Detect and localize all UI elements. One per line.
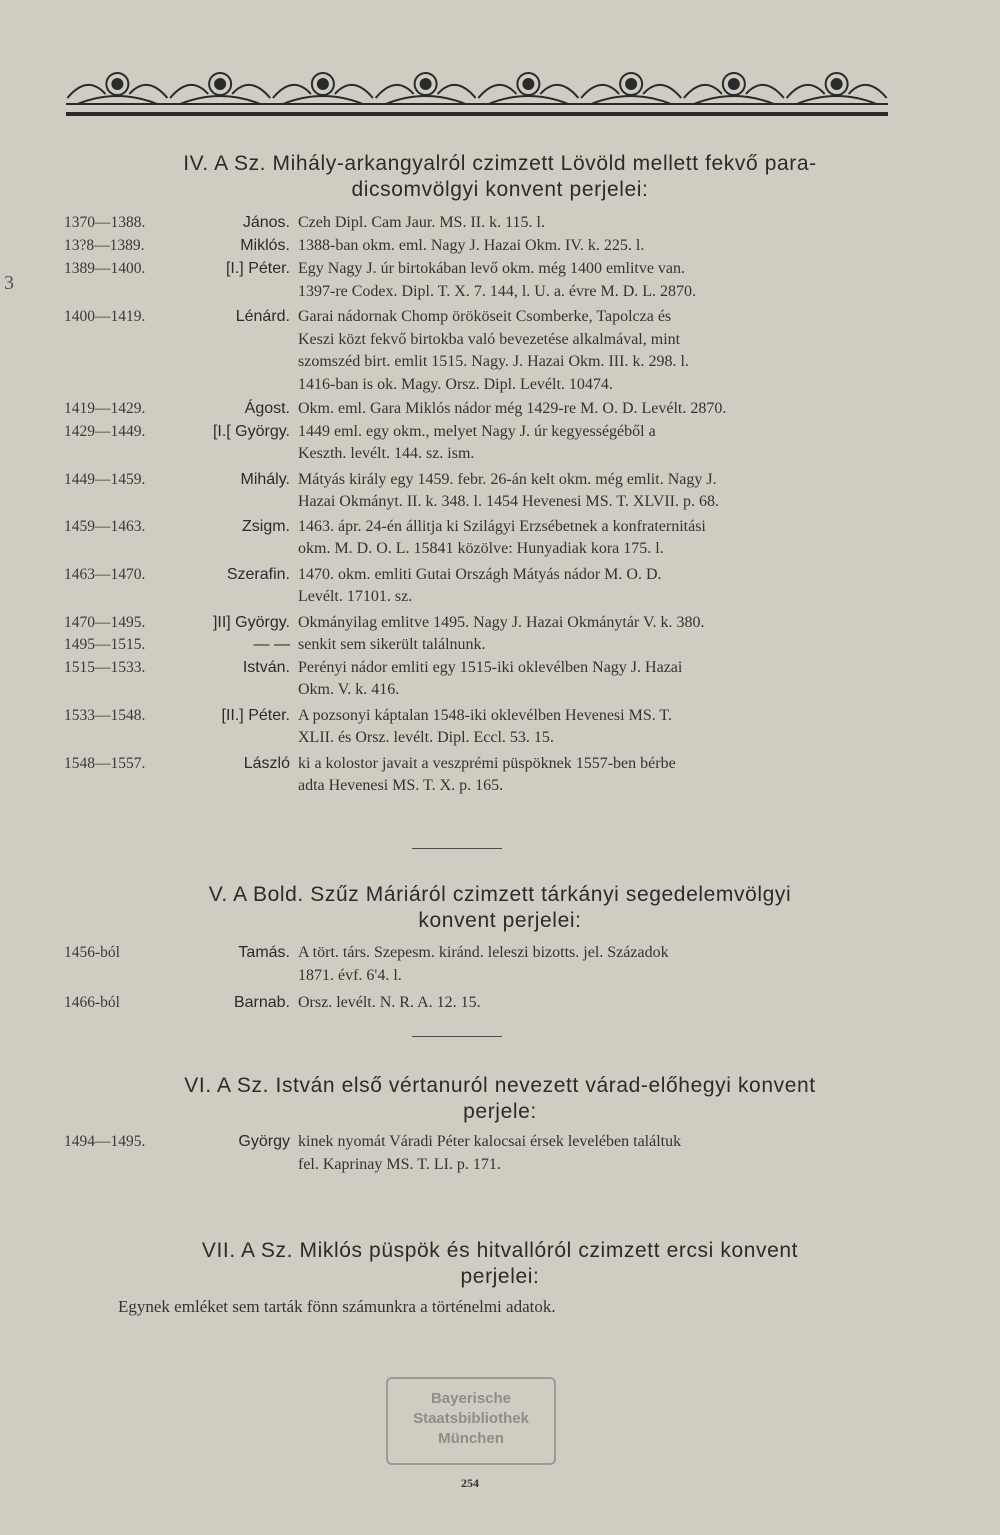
entry-prior-name: — — [253, 636, 290, 653]
entry-prior-name: Szerafin. [226, 565, 290, 583]
entry-prior-name: [II.] Péter. [221, 706, 290, 724]
entry-prior-name: István. [242, 658, 290, 676]
entry-prior-name: Ágost. [244, 400, 290, 417]
description-line: Czeh Dipl. Cam Jaur. MS. II. k. 115. l. [298, 214, 545, 231]
entry-years: 1515—1533. [64, 658, 146, 676]
stamp-line: München [438, 1430, 504, 1447]
entry-prior-name: [I.[ György. [212, 422, 290, 440]
entry-years: 1470—1495. [64, 613, 146, 631]
library-stamp [386, 1377, 556, 1465]
description-line: Hazai Okmányt. II. k. 348. l. 1454 Hevenesi MS. T. XLVII. p. 68. [298, 493, 719, 510]
description-line: szomszéd birt. emlit 1515. Nagy. J. Hazai Okm. III. k. 298. l. [298, 353, 689, 370]
entry-years: 1370—1388. [64, 214, 146, 231]
entry-description [298, 306, 884, 396]
entry-prior-name: Lénárd. [235, 308, 290, 325]
description-line: adta Hevenesi MS. T. X. p. 165. [298, 777, 504, 794]
section-divider [412, 1036, 502, 1037]
section-title-line: V. A Bold. Szűz Máriáról czimzett tárkányi segedelemvölgyi [208, 883, 792, 906]
entry-years: 1459—1463. [64, 517, 146, 535]
section-title-line: VI. A Sz. István első vértanuról nevezett várad-előhegyi konvent [184, 1074, 816, 1097]
section-title-line: dicsomvölgyi konvent perjelei: [351, 178, 649, 201]
description-line: kinek nyomát Váradi Péter kalocsai érsek levelében találtuk [298, 1133, 682, 1150]
description-line: ki a kolostor javait a veszprémi püspöknek 1557-ben bérbe [298, 754, 676, 772]
entry-description [298, 212, 884, 235]
entry-years: 1495—1515. [64, 636, 146, 653]
section-title-line: perjelei: [460, 1265, 540, 1288]
entry-years: 1466-ból [64, 994, 120, 1011]
section-vii-text: Egynek emléket sem tarták fönn számunkra a történelmi adatok. [118, 1297, 556, 1316]
entry-years: 1533—1548. [64, 706, 146, 724]
entry-prior-name: Miklós. [240, 237, 290, 254]
description-line: Keszth. levélt. 144. sz. ism. [298, 445, 475, 462]
entry-years: 1548—1557. [64, 754, 146, 772]
entry-years: 1449—1459. [64, 470, 146, 488]
description-line: 1449 eml. egy okm., melyet Nagy J. úr kegyességéből a [298, 422, 656, 440]
entry-description [298, 942, 884, 987]
entry-description [298, 753, 884, 798]
description-line: 1416-ban is ok. Magy. Orsz. Dipl. Levélt. 10474. [298, 375, 613, 393]
section-title-line: konvent perjelei: [418, 909, 582, 932]
description-line: Okm. eml. Gara Miklós nádor még 1429-re M. O. D. Levélt. 2870. [298, 400, 727, 417]
description-line: okm. M. D. O. L. 15841 közölve: Hunyadiak kora 175. l. [298, 540, 664, 557]
page-number: 254 [461, 1476, 479, 1490]
entry-description [298, 992, 884, 1015]
description-line: Okm. V. k. 416. [298, 681, 400, 698]
entry-years: 1389—1400. [64, 260, 146, 277]
section-title-line: perjele: [463, 1100, 537, 1123]
description-line: Garai nádornak Chomp örököseit Csomberke, Tapolcza és [298, 308, 672, 325]
entry-description [298, 564, 884, 609]
entry-description [298, 657, 884, 702]
entry-years: 1419—1429. [64, 400, 146, 417]
description-line: A tört. társ. Szepesm. kiránd. leleszi bizotts. jel. Századok [298, 944, 669, 961]
entry-prior-name: [I.] Péter. [225, 260, 290, 277]
entry-prior-name: ]II] György. [212, 613, 290, 631]
entry-years: 13?8—1389. [64, 237, 145, 254]
entry-description [298, 258, 884, 303]
section-iv-title [60, 151, 940, 203]
entry-description [298, 516, 884, 561]
description-line: 1463. ápr. 24-én állitja ki Szilágyi Erzsébetnek a konfraternitási [298, 517, 706, 535]
description-line: 1871. évf. 6'4. l. [298, 966, 402, 984]
description-line: Levélt. 17101. sz. [298, 588, 413, 605]
section-divider [412, 848, 502, 849]
entry-description [298, 235, 884, 258]
description-line: 1397-re Codex. Dipl. T. X. 7. 144, l. U. a. évre M. D. L. 2870. [298, 282, 697, 300]
margin-note: 3 [4, 272, 14, 294]
description-line: XLII. és Orsz. levélt. Dipl. Eccl. 53. 15. [298, 729, 554, 746]
description-line: Keszi közt fekvő birtokba való bevezetése alkalmával, mint [298, 330, 681, 348]
entry-years: 1400—1419. [64, 308, 146, 325]
entry-prior-name: János. [242, 214, 290, 231]
stamp-line: Bayerische [430, 1390, 512, 1407]
section-vi-title [60, 1073, 940, 1125]
entry-description [298, 634, 884, 657]
section-v-title [60, 882, 940, 934]
description-line: Orsz. levélt. N. R. A. 12. 15. [298, 994, 481, 1011]
description-line: fel. Kaprinay MS. T. LI. p. 171. [298, 1155, 501, 1173]
entry-description [298, 1131, 884, 1176]
entry-prior-name: Mihály. [240, 470, 290, 488]
section-title-line: VII. A Sz. Miklós püspök és hitvallóról czimzett ercsi konvent [201, 1239, 799, 1262]
description-line: Perényi nádor emliti egy 1515-iki oklevélben Nagy J. Hazai [298, 658, 683, 676]
entry-prior-name: Barnab. [233, 994, 290, 1011]
entry-description [298, 705, 884, 750]
stamp-line: Staatsbibliothek [413, 1410, 529, 1427]
entry-description [298, 398, 884, 421]
entry-prior-name: Zsigm. [242, 517, 290, 535]
entry-prior-name: László [243, 754, 290, 772]
section-vii-title [60, 1238, 940, 1290]
description-line: Okmányilag emlitve 1495. Nagy J. Hazai Okmánytár V. k. 380. [298, 613, 705, 631]
entry-prior-name: Tamás. [238, 944, 290, 961]
entry-years: 1494—1495. [64, 1133, 146, 1150]
entry-years: 1429—1449. [64, 422, 146, 440]
entry-description [298, 421, 884, 466]
description-line: senkit sem sikerült találnunk. [298, 636, 486, 653]
section-title-line: IV. A Sz. Mihály-arkangyalról czimzett Lövöld mellett fekvő para- [183, 152, 817, 175]
description-line: A pozsonyi káptalan 1548-iki oklevélben Hevenesi MS. T. [298, 706, 673, 724]
description-line: Egy Nagy J. úr birtokában levő okm. még 1400 emlitve van. [298, 260, 686, 277]
entry-description [298, 612, 884, 635]
entry-prior-name: György [238, 1133, 290, 1150]
description-line: 1470. okm. emliti Gutai Országh Mátyás nádor M. O. D. [298, 565, 662, 583]
entry-years: 1463—1470. [64, 565, 146, 583]
entry-years: 1456-ból [64, 944, 120, 961]
floral-ornament-border [66, 64, 888, 122]
description-line: 1388-ban okm. eml. Nagy J. Hazai Okm. IV. k. 225. l. [298, 237, 645, 254]
description-line: Mátyás király egy 1459. febr. 26-án kelt okm. még emlit. Nagy J. [298, 470, 717, 488]
entry-description [298, 469, 884, 514]
